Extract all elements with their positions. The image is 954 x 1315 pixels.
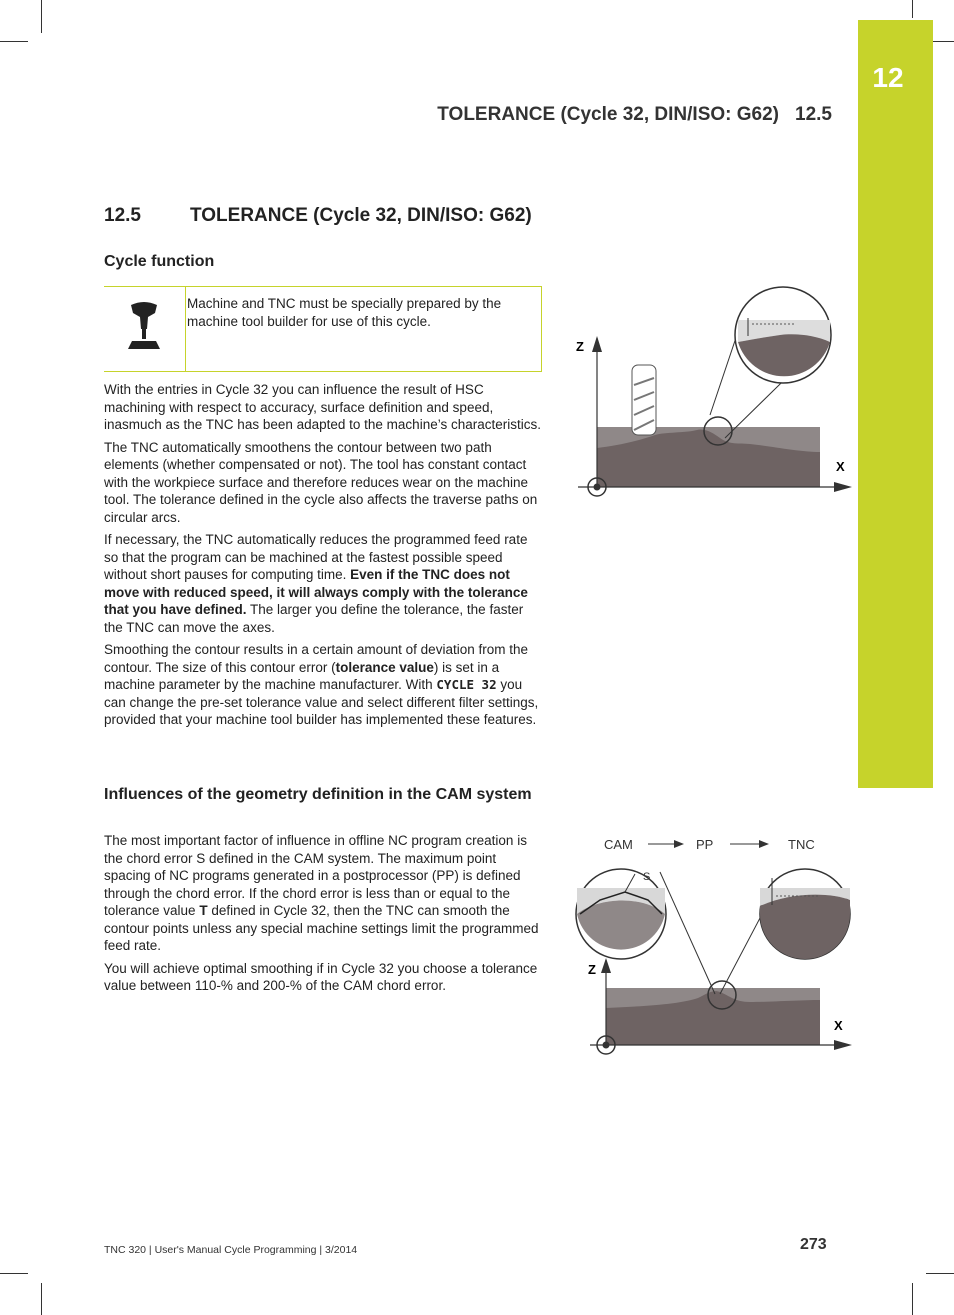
chapter-number: 12 bbox=[872, 62, 904, 93]
machine-warning-icon bbox=[124, 297, 164, 358]
x-label: X bbox=[836, 459, 845, 474]
text-run: If necessary, the TNC automatically reduces the programmed feed rate so that the program can be machined at the fastest possible speed without short pauses for computing time. bbox=[104, 532, 528, 582]
section-title bbox=[104, 205, 532, 227]
chapter-tab bbox=[858, 20, 933, 788]
cycle-function-body bbox=[104, 381, 544, 734]
cam-heading: Influences of the geometry definition in the CAM system bbox=[104, 786, 532, 803]
code-text: CYCLE 32 bbox=[436, 677, 497, 692]
z-label: Z bbox=[576, 339, 584, 354]
paragraph: You will achieve optimal smoothing if in Cycle 32 you choose a tolerance value between 110-% and 200-% of the CAM chord error. bbox=[104, 960, 538, 993]
crop-mark bbox=[41, 0, 42, 33]
text-run: The most important factor of influence in offline NC program creation is the chord error S defined in the CAM system. The maximum point spacing of NC programs generated in a postprocessor (PP) is defined through the chord error. If the chord error is less than or equal to the tolerance value bbox=[104, 833, 527, 918]
text-run: you can change the pre-set tolerance value and select different filter settings, provided that your machine tool builder has implemented these features. bbox=[104, 677, 539, 727]
running-title: TOLERANCE (Cycle 32, DIN/ISO: G62) bbox=[437, 104, 780, 125]
paragraph: With the entries in Cycle 32 you can influence the result of HSC machining with respect to accuracy, surface definition and speed, inasmuch as the TNC has been adapted to the machine’s characteristics. bbox=[104, 382, 541, 432]
x-arrow bbox=[834, 482, 852, 492]
crop-mark bbox=[41, 1283, 42, 1315]
z-label: Z bbox=[588, 962, 596, 977]
pp-label: PP bbox=[696, 837, 714, 852]
crop-mark bbox=[0, 41, 28, 42]
note-text: Machine and TNC must be specially prepared by the machine tool builder for use of this cycle. bbox=[187, 296, 502, 329]
text-run: The larger you define the tolerance, the faster the TNC can move the axes. bbox=[104, 602, 524, 635]
text-run: defined in Cycle 32, then the TNC can smooth the contour points unless any special machine settings limit the programmed feed rate. bbox=[104, 903, 539, 953]
tnc-zoom-material bbox=[760, 895, 850, 959]
cam-figure bbox=[570, 830, 860, 1060]
paragraph bbox=[104, 641, 544, 729]
bold-text: Even if the TNC does not move with reduced speed, it will always comply with the tolerance that you have defined. bbox=[104, 567, 528, 617]
cam-label: CAM bbox=[604, 837, 633, 852]
flow-arrowhead bbox=[674, 840, 684, 848]
z-arrow bbox=[601, 958, 611, 973]
paragraph bbox=[104, 832, 544, 955]
tnc-label: TNC bbox=[788, 837, 815, 852]
z-arrow bbox=[592, 336, 602, 352]
origin-dot bbox=[594, 484, 601, 491]
bold-text: T bbox=[199, 903, 208, 918]
crop-mark bbox=[0, 1273, 28, 1274]
paragraph bbox=[104, 531, 544, 636]
crop-mark bbox=[926, 1273, 954, 1274]
paragraph: The TNC automatically smoothens the contour between two path elements (whether compensated or not). The tool has constant contact with the workpiece surface and therefore reduces wear on the machine tool. The tolerance defined in the cycle also affects the traverse paths on circular arcs. bbox=[104, 439, 538, 525]
bold-text: tolerance value bbox=[335, 659, 434, 675]
page-number: 273 bbox=[800, 1236, 827, 1253]
x-label: X bbox=[834, 1018, 843, 1033]
cam-body bbox=[104, 832, 544, 1000]
x-arrow bbox=[834, 1040, 852, 1050]
chord-error-label: S bbox=[643, 871, 651, 883]
tolerance-figure bbox=[570, 280, 860, 505]
running-header bbox=[437, 104, 832, 126]
cycle-function-heading: Cycle function bbox=[104, 253, 215, 270]
crop-mark bbox=[912, 0, 913, 18]
crop-mark bbox=[912, 1283, 913, 1315]
machine-note bbox=[104, 286, 542, 372]
flow-arrowhead bbox=[759, 840, 769, 848]
text-run: ) is set in a machine parameter by the machine manufacturer. With bbox=[104, 659, 500, 692]
footer-text: TNC 320 | User's Manual Cycle Programming | 3/2014 bbox=[104, 1244, 358, 1256]
note-divider bbox=[185, 287, 186, 371]
text-run: Smoothing the contour results in a certain amount of deviation from the contour. The size of this contour error ( bbox=[104, 642, 528, 675]
leader-line bbox=[660, 872, 715, 994]
running-section: 12.5 bbox=[795, 104, 832, 125]
origin-dot bbox=[603, 1042, 610, 1049]
section-title-text: TOLERANCE (Cycle 32, DIN/ISO: G62) bbox=[190, 205, 532, 226]
section-number: 12.5 bbox=[104, 205, 141, 226]
